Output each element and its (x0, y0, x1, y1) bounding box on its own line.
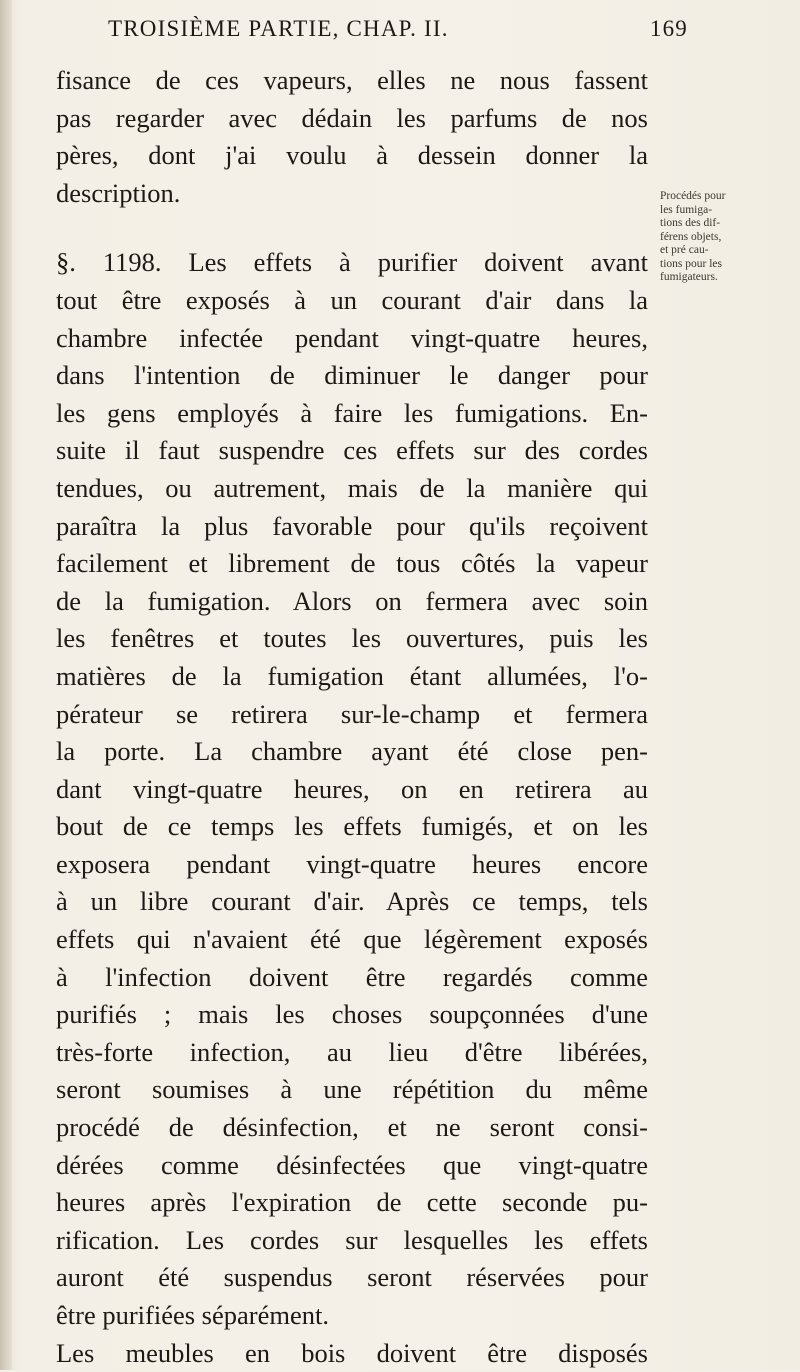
text-line: les gens employés à faire les fumigations. En- (56, 397, 648, 428)
paragraph-gap (56, 212, 648, 244)
text-line: chambre infectée pendant vingt-quatre heures, (56, 322, 648, 353)
text-line: description. (56, 177, 181, 208)
text-line: rification. Les cordes sur lesquelles les effets (56, 1224, 648, 1255)
text-line: dant vingt-quatre heures, on en retirera au (56, 773, 648, 804)
text-line: exposera pendant vingt-quatre heures encore (56, 848, 648, 879)
body-text (56, 62, 648, 1372)
text-line: pérateur se retirera sur-le-champ et fermera (56, 698, 648, 729)
margin-note-line: férens objets, (660, 230, 722, 243)
text-line: effets qui n'avaient été que légèrement exposés (56, 924, 648, 955)
text-line: tout être exposés à un courant d'air dans la (56, 284, 648, 315)
text-line: de la fumigation. Alors on fermera avec soin (56, 585, 648, 616)
running-head (108, 16, 688, 52)
text-line: Les meubles en bois doivent être disposés (56, 1337, 648, 1368)
text-line: dans l'intention de diminuer le danger pour (56, 360, 648, 391)
text-line: les fenêtres et toutes les ouvertures, puis les (56, 623, 648, 654)
text-line: bout de ce temps les effets fumigés, et on les (56, 811, 648, 842)
text-line: tendues, ou autrement, mais de la manière qui (56, 472, 648, 503)
text-line: auront été suspendus seront réservées pour (56, 1262, 648, 1293)
margin-note-line: tions pour les (660, 257, 722, 270)
text-line: §. 1198. Les effets à purifier doivent avant (56, 247, 648, 278)
text-line: purifiés ; mais les choses soupçonnées d'une (56, 999, 648, 1030)
paragraph-continuation (56, 62, 648, 212)
margin-note-line: fumigateurs. (660, 271, 718, 283)
margin-note-line: les fumiga- (660, 203, 713, 216)
text-line: paraîtra la plus favorable pour qu'ils reçoivent (56, 510, 648, 541)
text-line: fisance de ces vapeurs, elles ne nous fassent (56, 65, 648, 95)
running-title: TROISIÈME PARTIE, CHAP. II. (108, 16, 449, 41)
margin-note-line: et pré cau- (660, 244, 709, 256)
page-number: 169 (649, 16, 688, 41)
page-binding-edge (0, 0, 12, 1370)
paragraph-1198 (56, 244, 648, 1372)
text-line: facilement et librement de tous côtés la vapeur (56, 548, 648, 579)
text-line: pas regarder avec dédain les parfums de nos (56, 102, 648, 133)
text-line: être purifiées séparément. (56, 1300, 329, 1330)
text-line: procédé de désinfection, et ne seront consi- (56, 1112, 648, 1143)
text-line: matières de la fumigation étant allumées, l'o- (56, 660, 648, 691)
margin-note-line: tions des dif- (660, 217, 721, 229)
text-line: suite il faut suspendre ces effets sur des cordes (56, 435, 648, 466)
margin-note (660, 190, 778, 285)
text-line: heures après l'expiration de cette seconde pu- (56, 1187, 648, 1218)
margin-note-line: Procédés pour (660, 190, 726, 202)
text-line: dérées comme désinfectées que vingt-quatre (56, 1149, 648, 1180)
text-line: à un libre courant d'air. Après ce temps, tels (56, 886, 648, 917)
text-line: seront soumises à une répétition du même (56, 1074, 648, 1105)
text-line: à l'infection doivent être regardés comme (56, 961, 648, 992)
text-line: la porte. La chambre ayant été close pen- (56, 736, 648, 767)
text-line: pères, dont j'ai voulu à dessein donner la (56, 140, 648, 171)
text-line: très-forte infection, au lieu d'être libérées, (56, 1036, 648, 1067)
